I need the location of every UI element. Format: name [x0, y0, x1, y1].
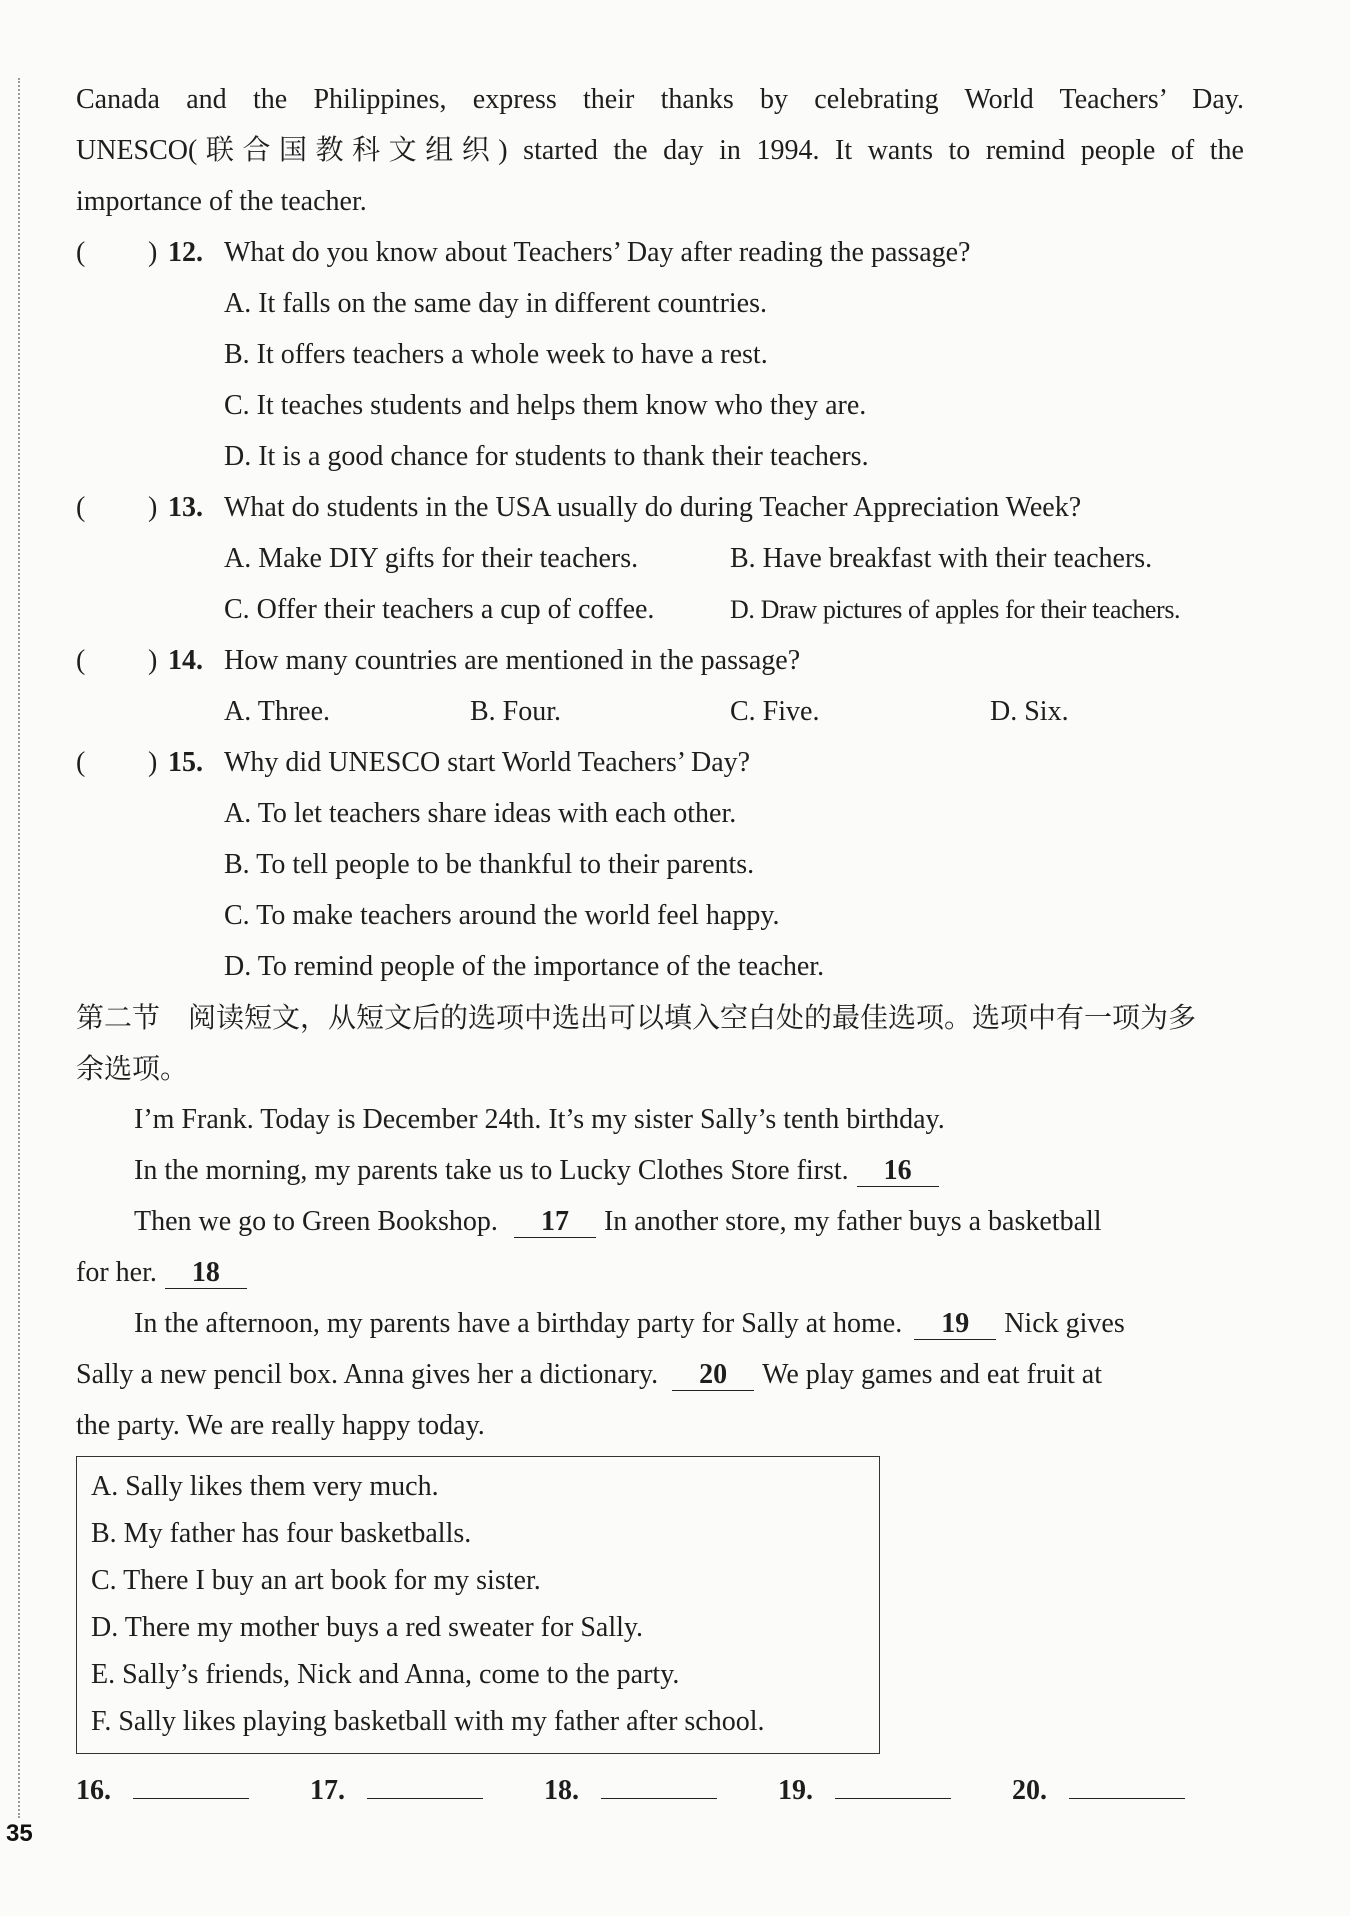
- option-text: B. It offers teachers a whole week to have a rest.: [224, 339, 768, 370]
- answer-paren-close: ): [148, 237, 158, 268]
- question-number: 12.: [168, 237, 203, 268]
- answer-row: [76, 1772, 1244, 1822]
- option-text: C. Five.: [730, 696, 820, 727]
- box-option-f: F. Sally likes playing basketball with my father after school.: [91, 1706, 765, 1737]
- question-number: 14.: [168, 645, 203, 676]
- passage-line-1: Canada and the Philippines, express their thanks by celebrating World Teachers’ Day.: [76, 84, 1244, 115]
- box-option-a: A. Sally likes them very much.: [91, 1471, 439, 1502]
- option-text: A. Three.: [224, 696, 330, 727]
- option-text: D. Draw pictures of apples for their teachers.: [730, 595, 1181, 624]
- answer-paren-open[interactable]: (: [76, 492, 86, 523]
- answer-paren-open[interactable]: (: [76, 645, 86, 676]
- question-number: 13.: [168, 492, 203, 523]
- answer-slot-18[interactable]: 18.: [544, 1772, 717, 1807]
- question-text: How many countries are mentioned in the passage?: [224, 645, 801, 676]
- option-text: A. To let teachers share ideas with each other.: [224, 798, 737, 829]
- answer-line[interactable]: [367, 1772, 483, 1799]
- option-text: A. Make DIY gifts for their teachers.: [224, 543, 639, 574]
- answer-line[interactable]: [1069, 1772, 1185, 1799]
- cloze-text-with-blank: In the morning, my parents take us to Lucky Clothes Store first. 16: [134, 1151, 1244, 1191]
- cloze-paragraph-3-line-2: for her. 18: [76, 1253, 1244, 1293]
- answer-slot-20[interactable]: 20.: [1012, 1772, 1185, 1807]
- option-text: B. To tell people to be thankful to their parents.: [224, 849, 755, 880]
- box-option-c: C. There I buy an art book for my sister.: [91, 1565, 541, 1596]
- cloze-text: I’m Frank. Today is December 24th. It’s my sister Sally’s tenth birthday.: [134, 1104, 945, 1135]
- blank-16[interactable]: 16: [857, 1156, 939, 1187]
- answer-paren-close: ): [148, 645, 158, 676]
- option-text: C. Offer their teachers a cup of coffee.: [224, 594, 655, 625]
- answer-line[interactable]: [835, 1772, 951, 1799]
- passage-line-3: importance of the teacher.: [76, 186, 367, 217]
- option-text: C. It teaches students and helps them know who they are.: [224, 390, 867, 421]
- option-text: D. It is a good chance for students to thank their teachers.: [224, 441, 869, 472]
- box-option-b: B. My father has four basketballs.: [91, 1518, 472, 1549]
- blank-20[interactable]: 20: [672, 1360, 754, 1391]
- answer-paren-open[interactable]: (: [76, 747, 86, 778]
- option-text: C. To make teachers around the world feel happy.: [224, 900, 780, 931]
- answer-slot-19[interactable]: 19.: [778, 1772, 951, 1807]
- blank-17[interactable]: 17: [514, 1207, 596, 1238]
- answer-paren-open[interactable]: (: [76, 237, 86, 268]
- answer-line[interactable]: [133, 1772, 249, 1799]
- answer-paren-close: ): [148, 492, 158, 523]
- question-text: What do you know about Teachers’ Day after reading the passage?: [224, 237, 971, 268]
- cloze-paragraph-4-line-3: the party. We are really happy today.: [76, 1410, 485, 1441]
- question-text: Why did UNESCO start World Teachers’ Day?: [224, 747, 751, 778]
- option-text: D. Six.: [990, 696, 1069, 727]
- answer-slot-16[interactable]: 16.: [76, 1772, 249, 1807]
- question-number: 15.: [168, 747, 203, 778]
- section-2-instructions-line-2: 余选项。: [76, 1052, 189, 1085]
- blank-19[interactable]: 19: [914, 1309, 996, 1340]
- cloze-text-with-blank: In the afternoon, my parents have a birthday party for Sally at home. 19 Nick gives: [134, 1308, 1125, 1339]
- blank-18[interactable]: 18: [165, 1258, 247, 1289]
- option-text: D. To remind people of the importance of the teacher.: [224, 951, 825, 982]
- answer-line[interactable]: [601, 1772, 717, 1799]
- page-number: 35: [6, 1820, 33, 1847]
- cloze-paragraph-4-line-2: Sally a new pencil box. Anna gives her a dictionary. 20 We play games and eat fruit at: [76, 1359, 1102, 1390]
- option-text: B. Have breakfast with their teachers.: [730, 543, 1153, 574]
- cloze-text-with-blank: Then we go to Green Bookshop. 17 In another store, my father buys a basketball: [134, 1206, 1102, 1237]
- binding-dotted-line: [18, 78, 20, 1818]
- passage-line-2: UNESCO(联合国教科文组织) started the day in 1994. It wants to remind people of the: [76, 135, 1244, 166]
- answer-options-box: [76, 1456, 880, 1754]
- question-text: What do students in the USA usually do during Teacher Appreciation Week?: [224, 492, 1082, 523]
- option-text: B. Four.: [470, 696, 562, 727]
- answer-slot-17[interactable]: 17.: [310, 1772, 483, 1807]
- box-option-d: D. There my mother buys a red sweater for Sally.: [91, 1612, 644, 1643]
- option-text: A. It falls on the same day in different countries.: [224, 288, 767, 319]
- answer-paren-close: ): [148, 747, 158, 778]
- box-option-e: E. Sally’s friends, Nick and Anna, come to the party.: [91, 1659, 680, 1690]
- section-2-instructions-line-1: 第二节 阅读短文，从短文后的选项中选出可以填入空白处的最佳选项。选项中有一项为多: [76, 1001, 1197, 1034]
